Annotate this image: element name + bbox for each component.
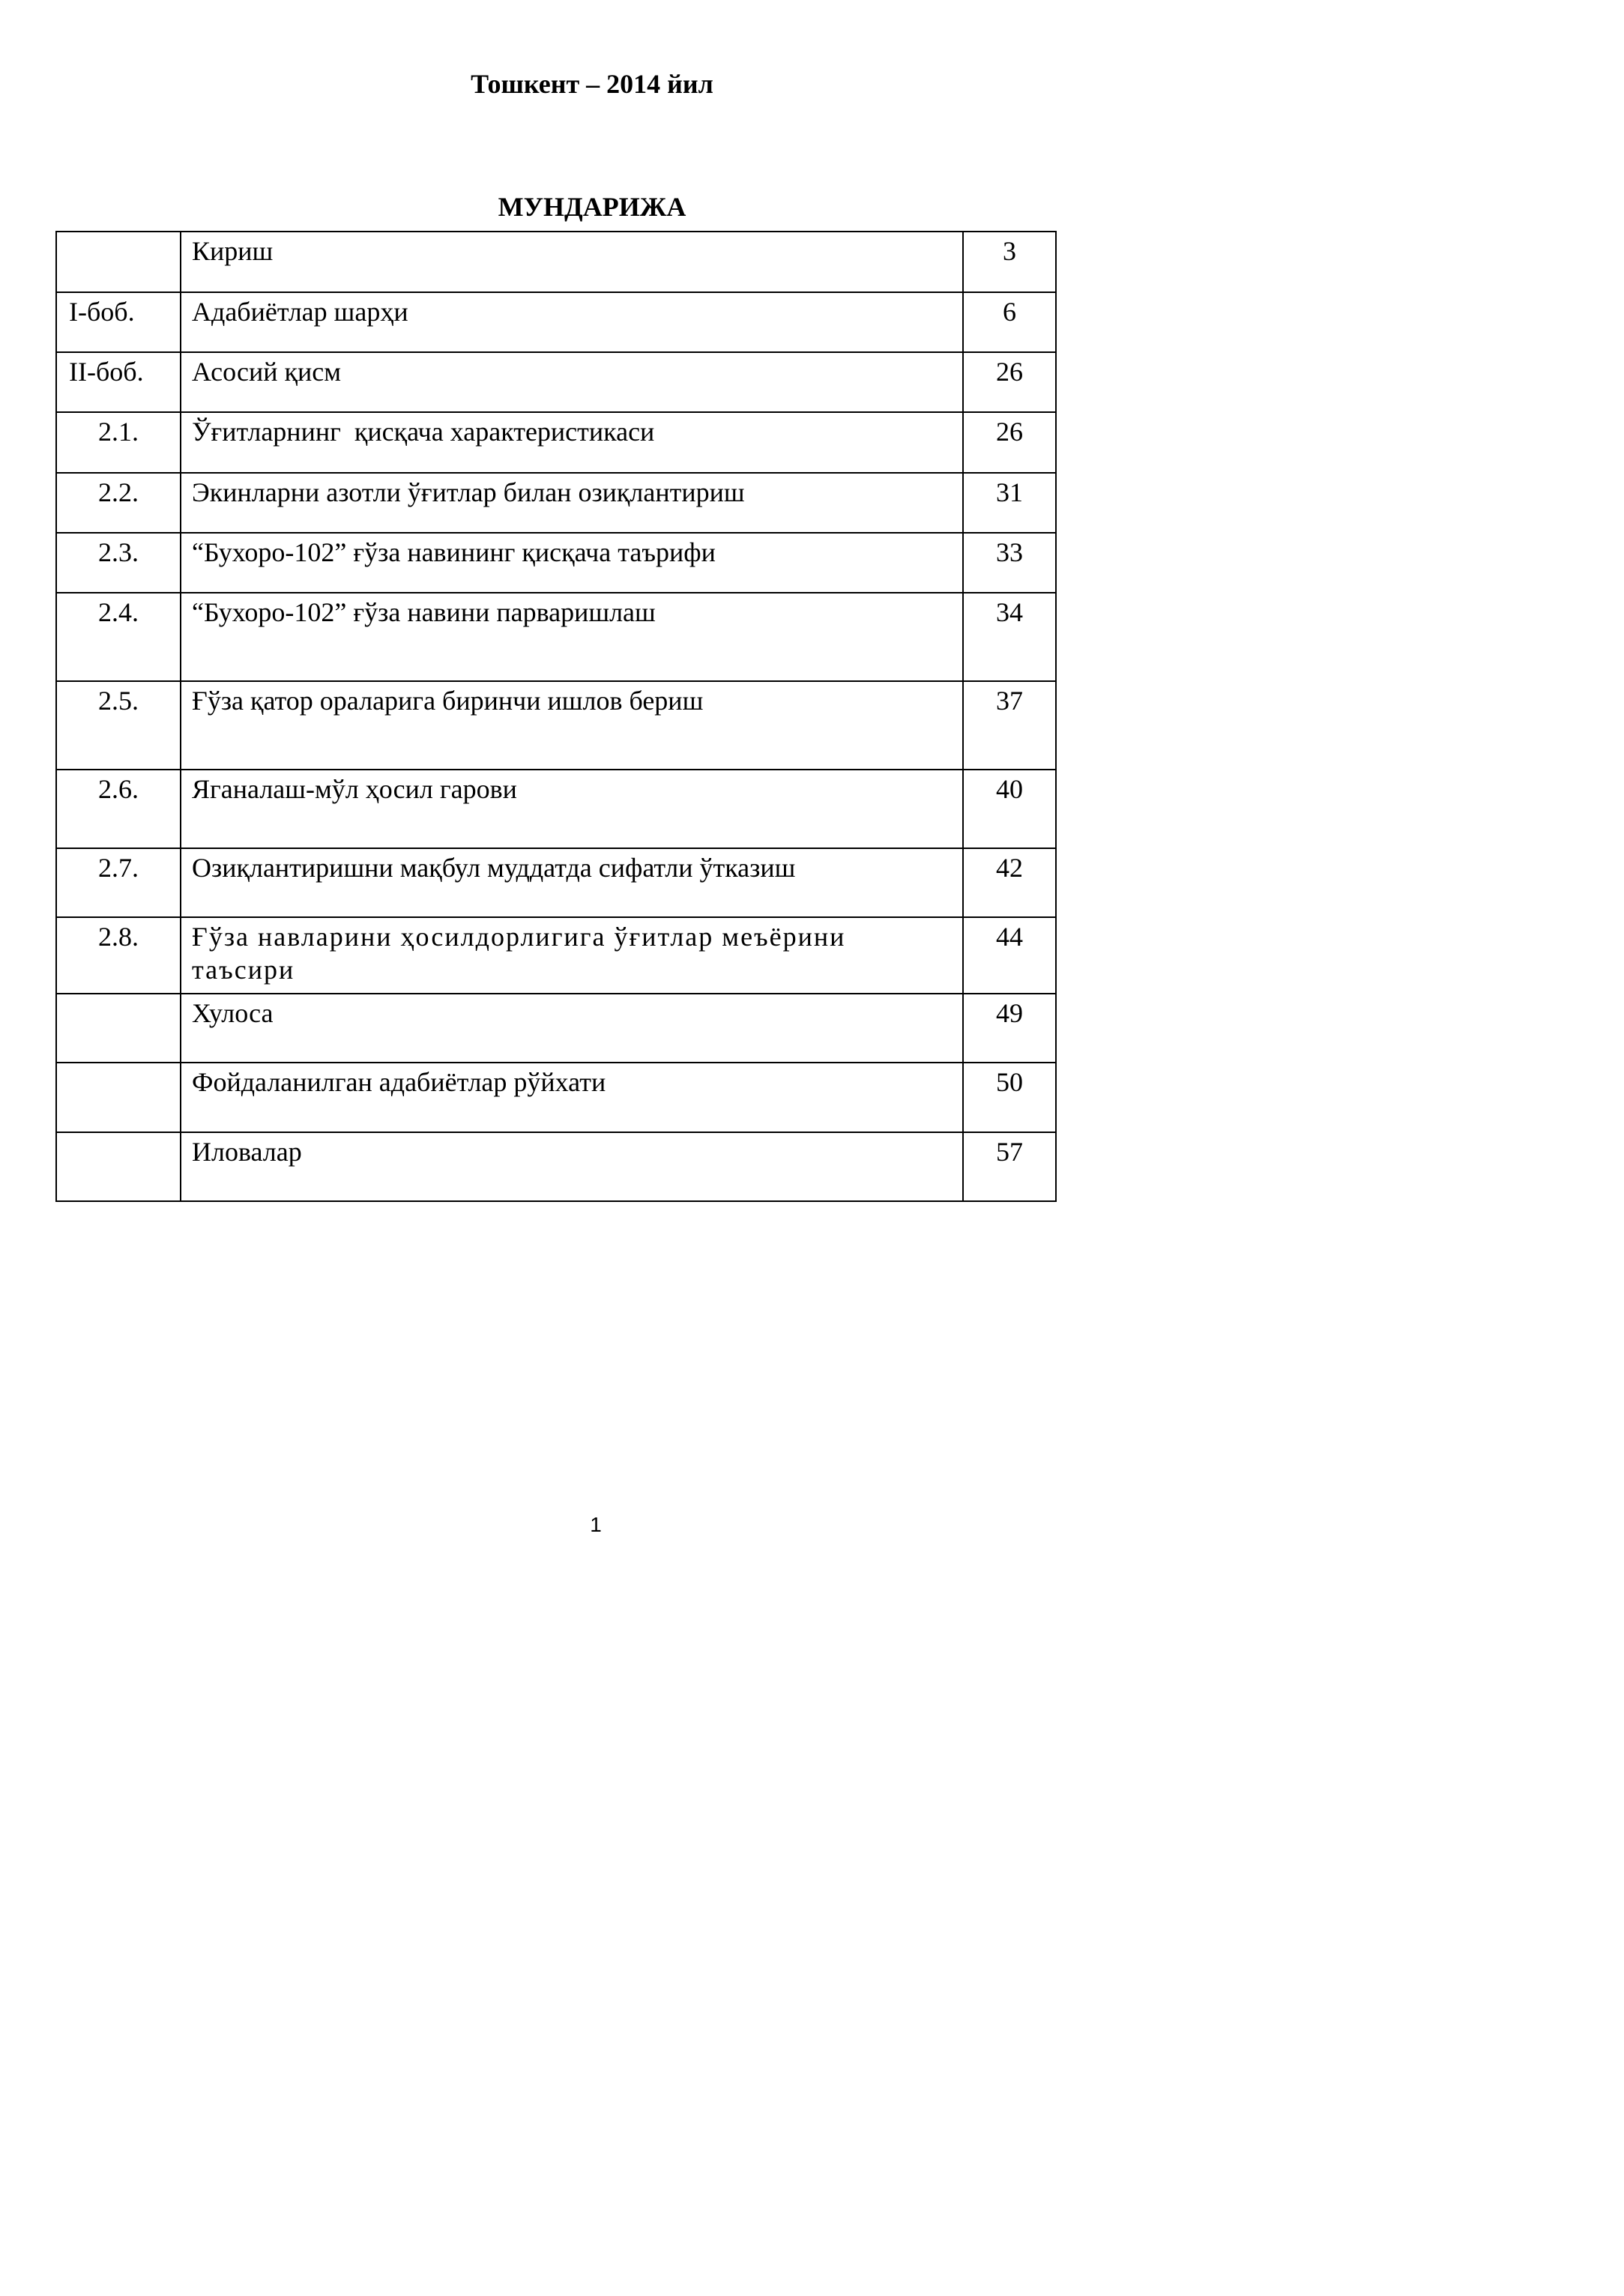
city-year-line: Тошкент – 2014 йил (471, 69, 713, 99)
toc-row-title: Фойдаланилган адабиётлар рўйхати (181, 1063, 963, 1132)
toc-table (55, 231, 1057, 1202)
toc-row-title: Иловалар (181, 1132, 963, 1201)
toc-row (56, 412, 1056, 473)
toc-row-number: 2.3. (56, 533, 181, 593)
toc-title: МУНДАРИЖА (498, 192, 686, 222)
toc-row-page: 57 (963, 1132, 1056, 1201)
toc-row-number: 2.2. (56, 473, 181, 533)
toc-row-number: 2.8. (56, 917, 181, 994)
toc-row-number: 2.1. (56, 412, 181, 473)
toc-row-page: 31 (963, 473, 1056, 533)
toc-row-title: Экинларни азотли ўғитлар билан озиқлантириш (181, 473, 963, 533)
toc-row-title: Озиқлантиришни мақбул муддатда сифатли ўтказиш (181, 848, 963, 917)
toc-row (56, 473, 1056, 533)
toc-row (56, 1063, 1056, 1132)
toc-row (56, 994, 1056, 1063)
toc-row-title: “Бухоро-102” ғўза навини парваришлаш (181, 593, 963, 681)
toc-row-title: Кириш (181, 232, 963, 292)
toc-row-page: 40 (963, 770, 1056, 848)
toc-row-number (56, 994, 181, 1063)
toc-row-number: 2.5. (56, 681, 181, 770)
toc-row-page: 3 (963, 232, 1056, 292)
toc-row-page: 42 (963, 848, 1056, 917)
toc-row (56, 352, 1056, 412)
toc-row-title: Ўғитларнинг қисқача характеристикаси (181, 412, 963, 473)
toc-row (56, 917, 1056, 994)
toc-row-number (56, 1063, 181, 1132)
toc-row-title: Адабиётлар шарҳи (181, 292, 963, 352)
toc-row-page: 26 (963, 352, 1056, 412)
toc-row (56, 848, 1056, 917)
toc-row (56, 292, 1056, 352)
toc-row-title: “Бухоро-102” ғўза навининг қисқача таърифи (181, 533, 963, 593)
toc-row-number: II-боб. (56, 352, 181, 412)
toc-row-page: 37 (963, 681, 1056, 770)
toc-row-number (56, 232, 181, 292)
toc-row (56, 593, 1056, 681)
toc-row-page: 6 (963, 292, 1056, 352)
toc-row-title: Ғўза навларини ҳосилдорлигига ўғитлар меъёрини таъсири (181, 917, 963, 994)
toc-row (56, 1132, 1056, 1201)
toc-row-number: I-боб. (56, 292, 181, 352)
toc-row-page: 33 (963, 533, 1056, 593)
toc-row-page: 44 (963, 917, 1056, 994)
toc-row-title: Хулоса (181, 994, 963, 1063)
toc-row (56, 681, 1056, 770)
toc-row-page: 49 (963, 994, 1056, 1063)
toc-row (56, 533, 1056, 593)
toc-row-title: Ғўза қатор ораларига биринчи ишлов бериш (181, 681, 963, 770)
toc-row-title: Асосий қисм (181, 352, 963, 412)
toc-row-page: 50 (963, 1063, 1056, 1132)
toc-row (56, 232, 1056, 292)
toc-row-page: 34 (963, 593, 1056, 681)
toc-row-number: 2.7. (56, 848, 181, 917)
toc-row (56, 770, 1056, 848)
toc-row-number (56, 1132, 181, 1201)
page-number: 1 (590, 1513, 602, 1536)
toc-row-number: 2.6. (56, 770, 181, 848)
toc-row-page: 26 (963, 412, 1056, 473)
toc-row-title: Яганалаш-мўл ҳосил гарови (181, 770, 963, 848)
toc-row-number: 2.4. (56, 593, 181, 681)
